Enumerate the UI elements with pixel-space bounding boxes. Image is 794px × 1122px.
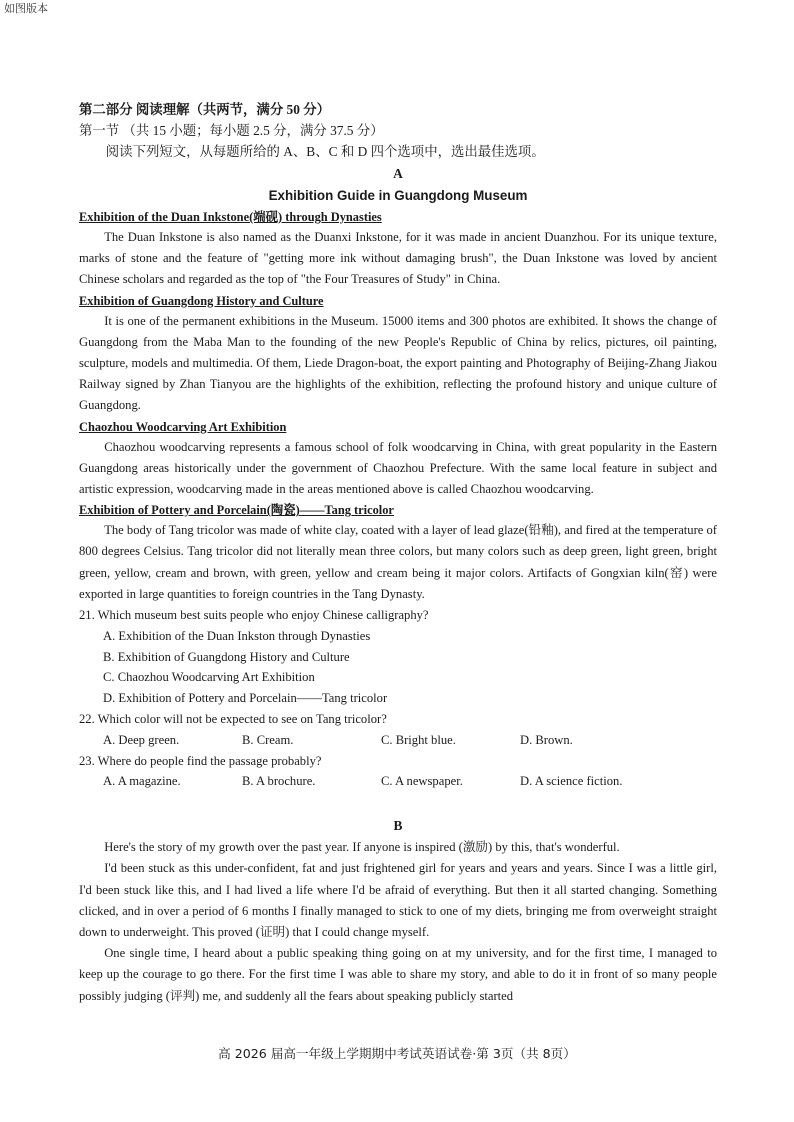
question-23-option-b: B. A brochure.	[242, 774, 316, 789]
question-21-option-d: D. Exhibition of Pottery and Porcelain——Tang tricolor	[103, 691, 388, 706]
question-22-option-c: C. Bright blue.	[381, 732, 456, 747]
question-23-options	[79, 771, 717, 792]
question-21-option-c: C. Chaozhou Woodcarving Art Exhibition	[103, 670, 315, 685]
section-text-pottery: The body of Tang tricolor was made of white clay, coated with a layer of lead glaze(铅釉), and fired at the temperature of 800 degrees Celsius. Tang tricolor did not literally mean three colors, but many colors such as deep green, light green, bright green, yellow, cream and brown, with green, yellow and cream being it major colors. Artifacts of Gongxian kiln(窑) were exported in large quantities to foreign countries in the Tang Dynasty.	[79, 523, 718, 601]
passage-b-paragraph-1: Here's the story of my growth over the past year. If anyone is inspired (激励) by this, that's wonderful.	[104, 840, 620, 855]
section-text-history: It is one of the permanent exhibitions in the Museum. 15000 items and 300 photos are exhibited. It shows the change of Guangdong from the Maba Man to the founding of the new People's Republic of China by relics, pictures, oil painting, sculpture, models and multimedia. Of them, Liede Dragon-boat, the export painting and Photography of Beijing-Zhang Jiakou Railway signed by Zhan Tianyou are the highlights of the exhibition, reflecting the profound history and unique culture of Guangdong.	[79, 313, 717, 413]
question-21-option-b: B. Exhibition of Guangdong History and Culture	[103, 649, 350, 664]
part-heading: 第二部分 阅读理解（共两节，满分 50 分）	[79, 102, 331, 117]
question-22-option-d: D. Brown.	[520, 732, 573, 747]
question-22-option-b: B. Cream.	[242, 732, 294, 747]
question-22-options	[79, 730, 717, 751]
section-text-woodcarving: Chaozhou woodcarving represents a famous school of folk woodcarving in China, with great popularity in the Eastern Guangdong areas historically under the government of Chaozhou Prefecture. With the same local feature in subject and artistic expression, woodcarving made in the areas mentioned above is called Chaozhou woodcarving.	[79, 439, 717, 497]
passage-title: Exhibition Guide in Guangdong Museum	[268, 188, 528, 203]
passage-letter-b: B	[393, 818, 403, 834]
question-23-option-d: D. A science fiction.	[520, 774, 623, 789]
section-heading-duan: Exhibition of the Duan Inkstone(端砚) through Dynasties	[79, 210, 382, 224]
question-23-option-a: A. A magazine.	[103, 774, 181, 789]
section-text-duan: The Duan Inkstone is also named as the Duanxi Inkstone, for it was made in ancient Duanzhou. For its unique texture, marks of stone and the feature of "getting more ink without damaging brush", the Duan Inkstone was loved by ancient Chinese scholars and regarded as the top of "the Four Treasures of Study" in China.	[79, 230, 717, 287]
question-22-option-a: A. Deep green.	[103, 732, 180, 747]
instruction: 阅读下列短文，从每题所给的 A、B、C 和 D 四个选项中，选出最佳选项。	[105, 144, 545, 159]
question-22: 22. Which color will not be expected to see on Tang tricolor?	[79, 712, 387, 727]
question-21-option-a: A. Exhibition of the Duan Inkston through Dynasties	[103, 628, 371, 643]
passage-b-paragraph-3: One single time, I heard about a public speaking thing going on at my university, and for the first time, I managed to keep up the courage to go there. For the first time I was able to share my story, and able to do it in front of so many people possibly judging (评判) me, and suddenly all the fears about speaking publicly started	[79, 946, 717, 1003]
watermark: 如图版本	[4, 2, 48, 15]
section-heading-history: Exhibition of Guangdong History and Culture	[79, 293, 324, 308]
passage-b-paragraph-2: I'd been stuck as this under-confident, fat and just frightened girl for years and years and years. Since I was a little girl, I'd been stuck like this, and I had lived a life where I'd be afraid of everything. But then it all started changing. Something clicked, and in over a period of 6 months I finally managed to stick to one of my diets, bringing me from overweight straight down to underweight. This proved (证明) that I could change myself.	[79, 861, 717, 940]
question-21: 21. Which museum best suits people who enjoy Chinese calligraphy?	[79, 608, 429, 623]
section-heading: 第一节 （共 15 小题；每小题 2.5 分，满分 37.5 分）	[79, 123, 384, 138]
exam-page	[79, 99, 717, 1007]
question-23-option-c: C. A newspaper.	[381, 774, 463, 789]
page-footer: 高 2026 届高一年级上学期期中考试英语试卷·第 3页（共 8页）	[218, 1046, 576, 1061]
question-23: 23. Where do people find the passage probably?	[79, 753, 322, 768]
spacer	[79, 792, 717, 814]
passage-letter-a: A	[393, 166, 403, 181]
section-heading-pottery: Exhibition of Pottery and Porcelain(陶瓷)——Tang tricolor	[79, 503, 394, 518]
section-heading-woodcarving: Chaozhou Woodcarving Art Exhibition	[79, 419, 287, 434]
